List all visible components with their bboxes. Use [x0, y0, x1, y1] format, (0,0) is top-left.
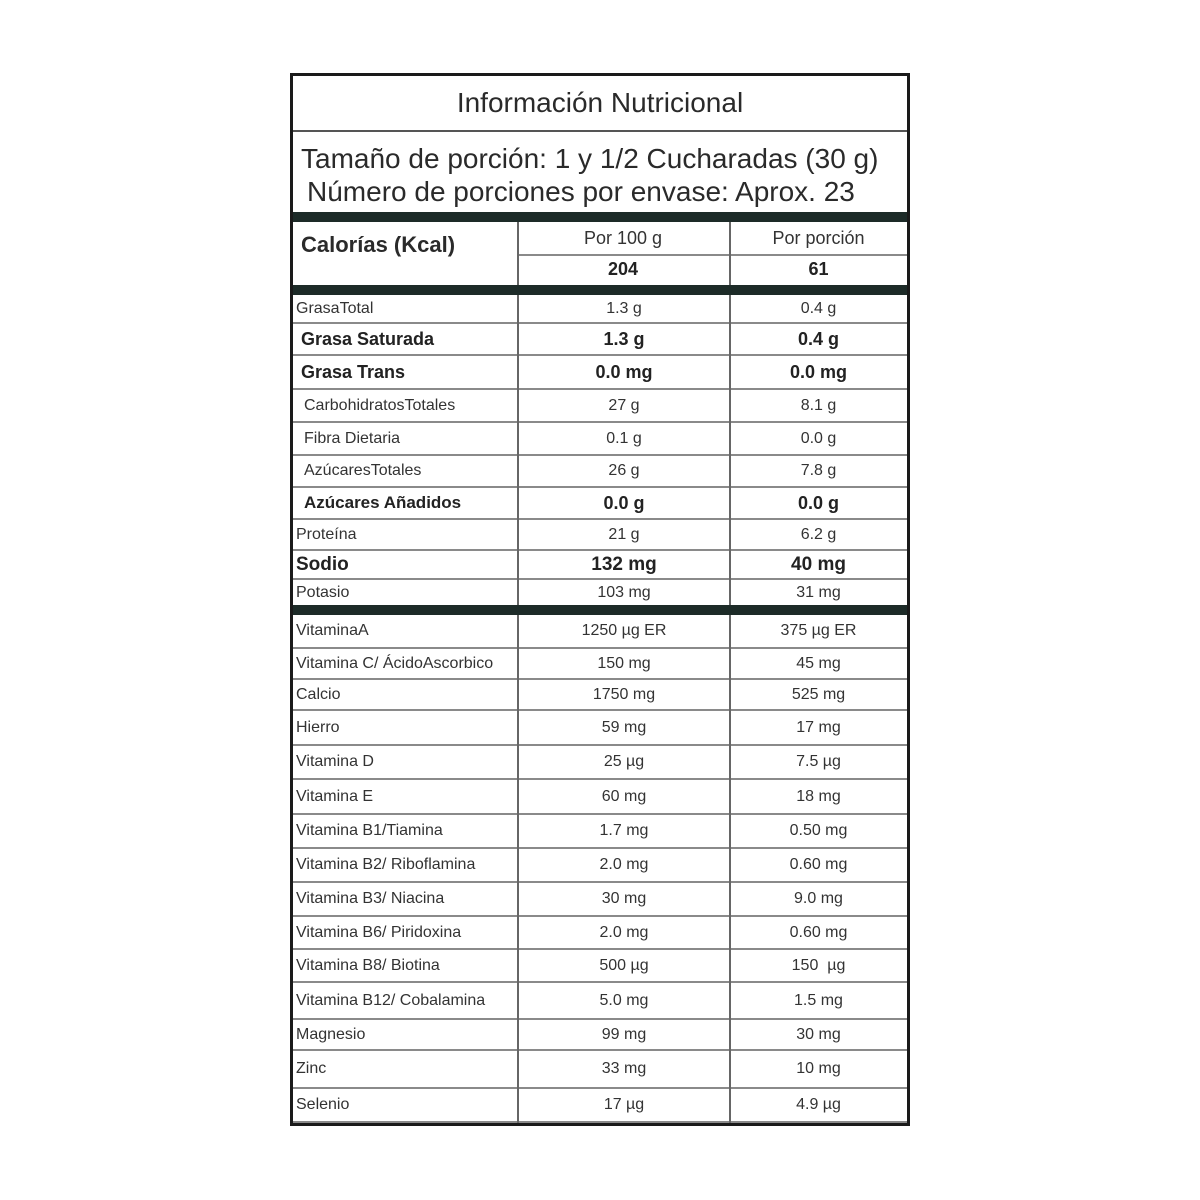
nutrient-per-100g: 1.3 g [603, 328, 645, 349]
nutrient-per-100g: 1.3 g [606, 299, 642, 317]
nutrient-row-carbohydrates [293, 390, 907, 423]
nutrient-per-serving: 0.0 mg [789, 361, 848, 382]
mineral-row-magnesium [293, 1020, 907, 1051]
nutrient-per-100g: 103 mg [597, 583, 651, 601]
nutrient-row-saturated-fat [293, 324, 907, 356]
label-title: Información Nutricional [293, 76, 907, 132]
vitamin-per-serving: 17 mg [796, 718, 841, 736]
vitamin-per-serving: 0.50 mg [789, 822, 848, 839]
nutrient-per-100g: 26 g [608, 462, 640, 479]
column-divider [729, 295, 731, 605]
vitamin-per-serving: 0.60 mg [789, 923, 848, 941]
vitamin-row-e [293, 780, 907, 815]
vitamin-per-100g: 59 mg [601, 718, 647, 736]
vitamin-row-b2 [293, 849, 907, 883]
column-divider [729, 615, 731, 1123]
nutrient-per-serving: 0.0 g [800, 429, 837, 447]
vitamin-row-b3 [293, 883, 907, 917]
mineral-row-selenium [293, 1089, 907, 1123]
column-divider [517, 615, 519, 1123]
nutrient-per-100g: 21 g [608, 525, 640, 543]
vitamin-name: Magnesio [296, 1025, 366, 1043]
column-divider [517, 295, 519, 605]
vitamin-name: Selenio [296, 1096, 350, 1113]
vitamin-per-100g: 150 mg [597, 654, 651, 672]
vitamin-per-100g: 60 mg [601, 787, 647, 805]
vitamin-per-serving: 10 mg [796, 1060, 841, 1077]
calories-label: Calorías (Kcal) [301, 232, 456, 257]
divider-thick [293, 285, 907, 295]
nutrient-row-total-fat [293, 295, 907, 324]
divider-thick [293, 605, 907, 615]
vitamin-per-serving: 9.0 mg [794, 890, 843, 907]
nutrient-row-sodium [293, 551, 907, 580]
nutrient-per-serving: 0.4 g [797, 328, 840, 349]
nutrient-name: Grasa Saturada [301, 328, 435, 349]
nutrient-row-trans-fat [293, 356, 907, 390]
nutrient-name: CarbohidratosTotales [304, 396, 456, 414]
vitamin-per-100g: 1250 µg ER [581, 622, 667, 639]
vitamin-per-100g: 33 mg [601, 1060, 647, 1077]
nutrient-name: Azúcares Añadidos [304, 493, 462, 512]
vitamin-per-100g: 30 mg [601, 890, 647, 907]
vitamin-name: Vitamina B6/ Piridoxina [296, 923, 462, 941]
nutrient-name: Sodio [296, 553, 349, 575]
vitamin-row-c [293, 649, 907, 680]
vitamin-name: Vitamina B1/Tiamina [296, 822, 443, 839]
vitamin-per-serving: 4.9 µg [796, 1096, 841, 1113]
vitamin-per-serving: 525 mg [791, 685, 846, 703]
serving-size: Tamaño de porción: 1 y 1/2 Cucharadas (30 g) [301, 143, 879, 174]
nutrient-per-serving: 0.4 g [800, 299, 837, 317]
nutrient-per-serving: 8.1 g [800, 396, 837, 414]
mineral-row-zinc [293, 1051, 907, 1089]
vitamin-row-a [293, 615, 907, 649]
column-header-per-serving: Por porción [772, 228, 865, 248]
divider [518, 254, 907, 256]
vitamin-name: Hierro [296, 718, 340, 736]
nutrient-per-100g: 0.0 mg [595, 361, 653, 382]
nutrient-row-fiber [293, 423, 907, 456]
calories-per-serving: 61 [808, 259, 829, 279]
mineral-row-iron [293, 711, 907, 746]
vitamin-per-serving: 1.5 mg [794, 991, 843, 1009]
vitamin-per-serving: 30 mg [796, 1025, 841, 1043]
vitamin-per-serving: 7.5 µg [796, 753, 841, 770]
vitamin-per-serving: 18 mg [796, 787, 841, 805]
nutrient-row-potassium [293, 580, 907, 605]
nutrient-row-added-sugars [293, 488, 907, 520]
vitamin-name: Vitamina B12/ Cobalamina [296, 991, 486, 1009]
vitamin-per-serving: 375 µg ER [780, 622, 857, 639]
vitamin-per-100g: 5.0 mg [599, 991, 649, 1009]
nutrition-facts-label [290, 73, 910, 1126]
vitamin-per-serving: 0.60 mg [789, 856, 848, 873]
vitamin-row-b6 [293, 917, 907, 950]
nutrient-per-100g: 27 g [608, 396, 640, 414]
vitamin-row-b8 [293, 950, 907, 983]
vitamin-name: VitaminaA [296, 622, 369, 639]
column-divider [517, 222, 519, 285]
nutrient-name: GrasaTotal [296, 299, 374, 317]
vitamin-name: Vitamina B8/ Biotina [296, 956, 440, 974]
vitamin-per-100g: 2.0 mg [599, 856, 649, 873]
serving-info [293, 132, 907, 212]
nutrient-name: Potasio [296, 583, 350, 601]
nutrient-per-100g: 132 mg [591, 553, 657, 575]
nutrient-row-total-sugars [293, 456, 907, 488]
vitamin-per-100g: 17 µg [603, 1096, 645, 1113]
nutrient-name: Proteína [296, 525, 357, 543]
vitamin-per-serving: 45 mg [796, 654, 841, 672]
vitamin-name: Vitamina E [296, 787, 374, 805]
servings-per-container: Número de porciones por envase: Aprox. 23 [307, 176, 855, 207]
vitamin-name: Calcio [296, 685, 341, 703]
vitamin-row-b12 [293, 983, 907, 1020]
vitamin-name: Zinc [296, 1060, 327, 1077]
nutrient-per-serving: 31 mg [796, 583, 841, 601]
column-divider [729, 222, 731, 285]
nutrient-name: Grasa Trans [301, 361, 406, 382]
nutrient-per-serving: 7.8 g [800, 462, 837, 479]
column-header-per-100g: Por 100 g [583, 228, 663, 248]
vitamin-per-100g: 1750 mg [592, 685, 656, 703]
vitamin-per-100g: 2.0 mg [599, 923, 649, 941]
vitamin-per-100g: 25 µg [603, 753, 645, 770]
mineral-row-calcium [293, 680, 907, 711]
nutrient-per-serving: 6.2 g [800, 525, 837, 543]
calories-per-100g: 204 [607, 259, 639, 279]
nutrient-per-serving: 40 mg [791, 553, 846, 575]
nutrient-per-serving: 0.0 g [797, 492, 840, 513]
vitamin-row-d [293, 746, 907, 780]
vitamin-name: Vitamina D [296, 753, 374, 770]
nutrient-name: AzúcaresTotales [304, 462, 422, 479]
nutrient-per-100g: 0.1 g [606, 429, 642, 447]
nutrient-row-protein [293, 520, 907, 551]
vitamin-row-b1 [293, 815, 907, 849]
vitamin-per-100g: 500 µg [599, 956, 649, 974]
vitamin-name: Vitamina B3/ Niacina [296, 890, 445, 907]
vitamin-per-100g: 1.7 mg [599, 822, 649, 839]
vitamin-per-100g: 99 mg [601, 1025, 647, 1043]
divider-thick [293, 212, 907, 222]
nutrient-per-100g: 0.0 g [603, 492, 645, 513]
vitamin-per-serving: 150 µg [791, 956, 846, 974]
vitamin-name: Vitamina B2/ Riboflamina [296, 856, 476, 873]
nutrient-name: Fibra Dietaria [304, 429, 401, 447]
vitamin-name: Vitamina C/ ÁcidoAscorbico [296, 654, 494, 672]
